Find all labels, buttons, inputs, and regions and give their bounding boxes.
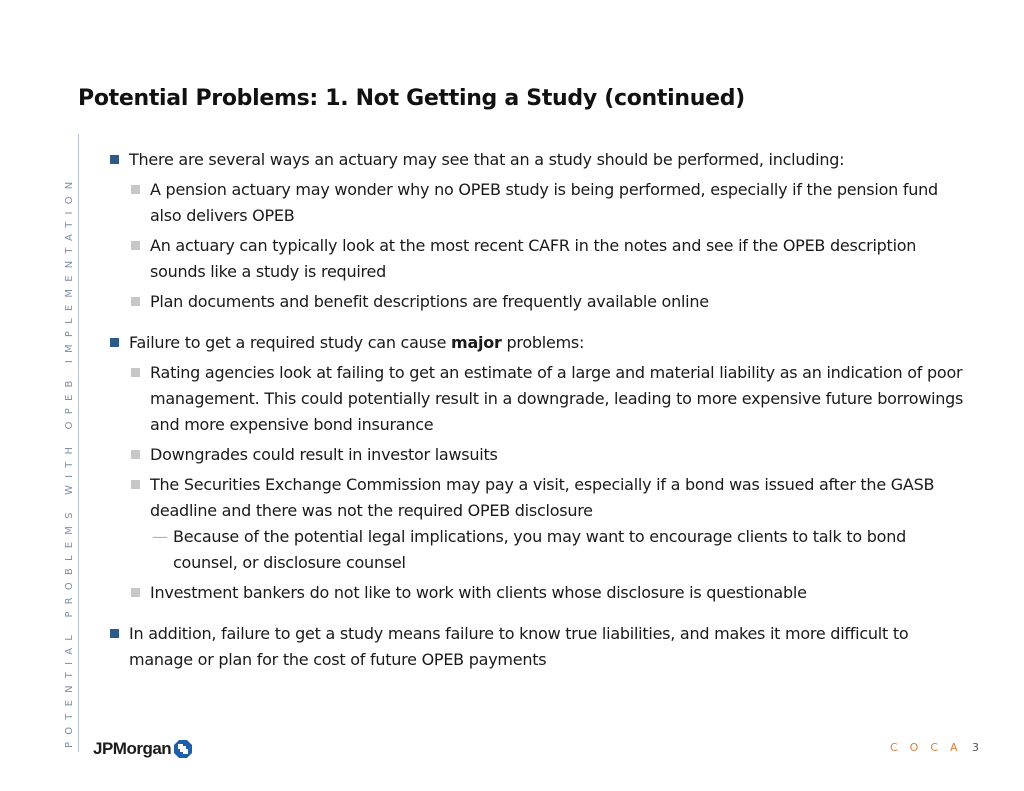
bullet-text: In addition, failure to get a study means failure to know true liabilities, and makes it more difficult to manage or plan for the cost of future OPEB payments [129, 624, 909, 669]
bullet-text: Plan documents and benefit descriptions are frequently available online [150, 292, 709, 311]
bullet-level2 [108, 442, 968, 468]
bullet-text-post: problems: [501, 333, 585, 352]
logo-text: JPMorgan [93, 739, 172, 758]
side-section-label: POTENTIAL PROBLEMS WITH OPEB IMPLEMENTATION [64, 174, 75, 748]
bullet-level2 [108, 177, 968, 229]
slide-title: Potential Problems: 1. Not Getting a Study (continued) [78, 86, 745, 111]
bullet-level2 [108, 289, 968, 315]
bullet-level2 [108, 360, 968, 438]
bullet-text: An actuary can typically look at the most recent CAFR in the notes and see if the OPEB description sounds like a study is required [150, 236, 917, 281]
jpmorgan-logo [93, 738, 192, 760]
bullet-text: Rating agencies look at failing to get an estimate of a large and material liability as an indication of poor management. This could potentially result in a downgrade, leading to more expensive future borrowings and more expensive bond insurance [150, 363, 964, 434]
octagon-logo-icon [174, 740, 192, 758]
bullet-text: A pension actuary may wonder why no OPEB study is being performed, especially if the pension fund also delivers OPEB [150, 180, 938, 225]
dash-marker: — [152, 527, 168, 546]
bullet-level1 [108, 621, 968, 673]
bullet-list [108, 147, 968, 673]
bullet-text: Investment bankers do not like to work with clients whose disclosure is questionable [150, 583, 807, 602]
bullet-level3 [108, 524, 968, 576]
bullet-text: The Securities Exchange Commission may pay a visit, especially if a bond was issued after the GASB deadline and there was not the required OPEB disclosure [150, 475, 935, 520]
bullet-level2 [108, 472, 968, 524]
page-number: 3 [972, 741, 979, 754]
footer-code: COCA [890, 741, 970, 754]
bullet-text-bold: major [451, 333, 502, 352]
bullet-text: Because of the potential legal implications, you may want to encourage clients to talk to bond counsel, or disclosure counsel [173, 527, 906, 572]
bullet-level2 [108, 580, 968, 606]
bullet-text: There are several ways an actuary may see that an a study should be performed, including: [129, 150, 845, 169]
bullet-text-pre: Failure to get a required study can cause [129, 333, 452, 352]
bullet-level1 [108, 147, 968, 173]
bullet-text: Downgrades could result in investor lawsuits [150, 445, 498, 464]
bullet-level2 [108, 233, 968, 285]
vertical-divider [78, 134, 79, 752]
bullet-level1 [108, 330, 968, 356]
